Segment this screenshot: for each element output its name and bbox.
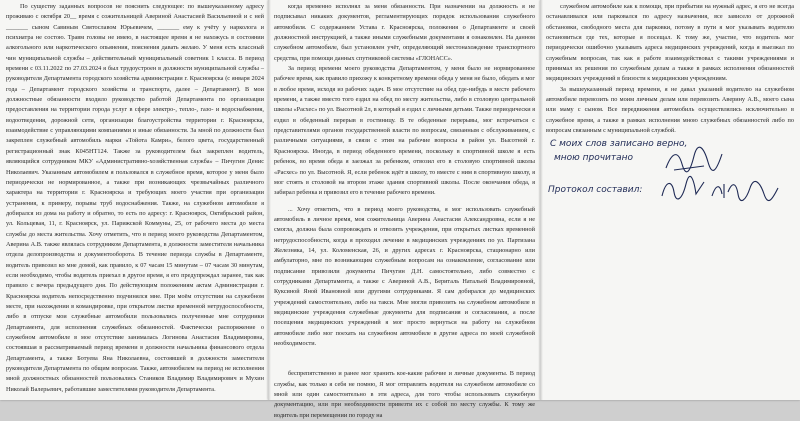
page-2-paragraph: ... Хочу отметить, что в период моего руководства, я мог использовать служебный автомобиль в личное время, моя сожительница Аверина Анастасия Александровна, если я не смогла, должна была сопровождать и отвозить учреждения, при открытых листках временной нетрудоспособности, когда я проходил лечение в медицинских учреждениях по ул. Партизана Железняка, 14, ул. Коломенская, 26, и других адресах г. Красноярска, стационарно или амбулаторно, мне по возникающим служебным вопросам на ознакомление, согласование или подписание привозили документы Пичугин Д.Н. самостоятельно, либо совместно с сотрудниками Департамента, а также с Авериной А.В., Бериталь Натальей Владимировной, Куксиной Яной Ивановной или другими сотрудниками. Я сам добирался до медицинских учреждений самостоятельно, либо на такси. Мне могли привозить на служебном автомобиле в медицинские учреждения служебные документы для подписания и согласования, а после посещения медицинских учреждений я мог просто вернуться на работу на служебном автомобиле либо мог поехать на служебном автомобиле в другие адреса по моей служебной необходимости. <box>274 205 535 347</box>
page-2-paragraph: беспрепятственно и ранее мог хранить кое-какие рабочие и личные документы. В период службы, как только я себя не помню, Я мог отправлять водителя на служебном автомобиле со мной или один самостоятельно в эти адреса, для того чтобы использовать служебную документацию, или при необходимости привезти их с собой по месту службы. К тому же водитель при перемещении по городу на <box>274 370 535 419</box>
page-1-paragraph: По существу заданных вопросов не пояснить следующее: по вышеуказанному адресу проживаю с октября 20__ время с сожительницей Авериной Анастасией Васильевной и с ней _______ сыном Савиным Святославом Юрьевичем, _______ ему к учёту у нарколога и психиатра не состою. Травм головы не имею, в настоящее время я не нахожусь в состоянии алкогольного или наркотического опьянения, пояснения давать желаю. У меня есть классный чин муниципальной службы – действительный муниципальный советник 1 класса. В период времени с 03.11.2022 по 27.03.2024 я был трудоустроен в должности муниципальной службы – руководителя Департамента городского хозяйства администрации г. Красноярска (с января 2024 года – Департамент городского хозяйства и транспорта, далее – Департамент). В мои должностные обязанности входило руководство работой Департамента по организации предоставления на территории города услуг в сфере электро-, тепло-, газо- и водоснабжения, водоотведения, дорожной сети, организации благоустройства территории г. Красноярска, взаимодействие с управляющими компаниями и иные обязанности. За мной по должности был закреплен служебный автомобиль марки «Тойота Камри», белого цвета, государственный регистрационный знак К045НТ124. Также за руководителем был закреплен водитель, являющийся сотрудником МКУ «Административно-хозяйственная служба» – Пичугин Денис Николаевич. Указанным автомобилем я пользовался в служебное время, которое у меня было периодически не нормированное, а также при возникающих чрезвычайных различного характера на территории г. Красноярска и требующих моего участия при организации устранения, к примеру, порывы труб водоснабжения. Также, на служебном автомобиле я добирался из дома на работу и обратно, то есть по адресу: г. Красноярск, Октябрьский район, ул. Кольцевая, 11, г. Красноярск, ул. Парижской Коммуны, 25, от рабочего места до места службы до места жительства. Хочу отметить, что в период моего руководства Департаментом, Аверина А.В. также являлась сотрудником Департамента, в должности заместителя начальника отдела делопроизводства и документооборота. В течение периода службы в Департаменте, водитель привозил ко мне домой, как правило, к 07 часам 15 минутам – 07 часам 30 минутам, если необходимо, чтобы водитель приехал в другое время, я его предупреждал заранее, так как правило с вечера предыдущего дня. По действующим положениям актам Администрации г. Красноярска водитель непосредственно подчинялся мне. При моём отсутствии на служебном месте, при нахождении в командировке, при открытом листке временной нетрудоспособности, либо в отпуске мои служебные автомобили пользовались полученные мне сотрудники Департамента, для исполнения служебных обязанностей. Фактически распоряжение о служебном автомобиле в мое отсутствие занималась Логинова Анастасия Владимировна, состоявшая в рассматриваемый период времени в должности начальника финансового отдела Департамента, а также Ботуева Яна Николаевна, состоявшей в должности заместителя руководителя Департамента по общим вопросам. Также, автомобилем на период не исполнения мной должностных обязанностей пользовались Стаников Владимир Владимирович и Мухин Николай Валерьевич, работавшие заместителями руководителя Департамента. <box>6 3 264 393</box>
page-3-text <box>546 2 794 136</box>
page-fold-shadow <box>540 0 543 400</box>
signature-mark <box>660 176 706 204</box>
page-3-paragraph: служебном автомобиле как к помощи, при прибытии на нужный адрес, я его не всегда останавливался или парковался по адресу назначения, все зависело от дорожной обстановки, свободного места для парковки, потому в пути я мог указывать водителю остановиться где тех, которые я посещал. К тому же, участие, что водитель мог периодически ошибочно указывать адреса медицинских учреждений, когда я выезжал по служебным вопросам, так как я работе взаимодействовал с такими учреждениями и принимал их решения по служебным делам а также в рамках исполнения обязанностей медицинских учреждений в близости к медицинским учреждениям. <box>546 3 794 83</box>
page-2-text <box>274 2 535 421</box>
handwritten-certification: С моих слов записано верно, <box>550 139 688 149</box>
page-2-paragraph: когда временно исполнял за меня обязанности. При назначении на должность я не подписывал никаких документов, регламентирующих порядок использования служебного автомобиля. С содержанием Устава г. Красноярска, положения о Департаменте и своей должностной инструкцией, а также иными служебными документами я ознакомлен. На данном служебном автомобиле, был установлен учёт, определяющий местонахождение транспортного средства, при помощи данных спутниковой системы «ГЛОНАСС». <box>274 3 535 62</box>
page-3-paragraph: За вышеуказанный период времени, я не давал указаний водителю на служебном автомобиле перевозить по моим личным делам или перевозить Аверину А.В., моего сына или маму с сыном. Все передвижения автомобиль осуществлялись исключительно в служебное время, а также в рамках исполнения мною служебных обязанностей либо по вопросам связанным с муниципальной службой. <box>546 85 794 135</box>
page-fold-shadow <box>268 0 271 400</box>
handwritten-read-note: мною прочитано <box>554 153 634 163</box>
document-page-1 <box>0 0 268 400</box>
page-1-text <box>6 2 264 395</box>
signature-mark <box>664 146 724 176</box>
handwritten-protocol-compiled: Протокол составил: <box>548 185 643 195</box>
page-2-paragraph: За период времени моего руководства Департаментом, у меня было не нормированное рабочее время, как правило прихожу к конкретному времени обеда у меня не было, обедать я мог в любое время, исходя из рабочих задач. В мое отсутствие на обед где-нибудь в месте рабочего времени, а также вместо того ездил на обед по месту жительства, либо в столовую центральной школы «Расхес» по ул. Высотной 2л, в который я ездил с личными детьми. Также периодически я ездил в обеденный перерыв в гостиницу. В те обеденные перерывы, мог встречаться с представителями органов государственной власти по вопросам, связанным с обслуживанием, с различными ситуациями, в связи с этим на рабочие вопросы в район ул. Высотной г. Красноярска. Иногда, в период обеденного времени, поскольку в спортивной школе я есть ребенок, во время обеда я заезжал за ребенком, отвозил его в столовую спортивной школы «Расхес» по ул. Высотной. Я, если ребенок идёт в школу, то вместе с ним в спортивную школу, я мог стоять в столовой на втором этаже здания спортивной школы. После окончания обеда, я забирал ребенка и привозил его в течение рабочего времени. <box>274 65 535 197</box>
document-page-3 <box>540 0 800 400</box>
document-page-2 <box>268 0 540 419</box>
signature-mark <box>710 178 780 204</box>
